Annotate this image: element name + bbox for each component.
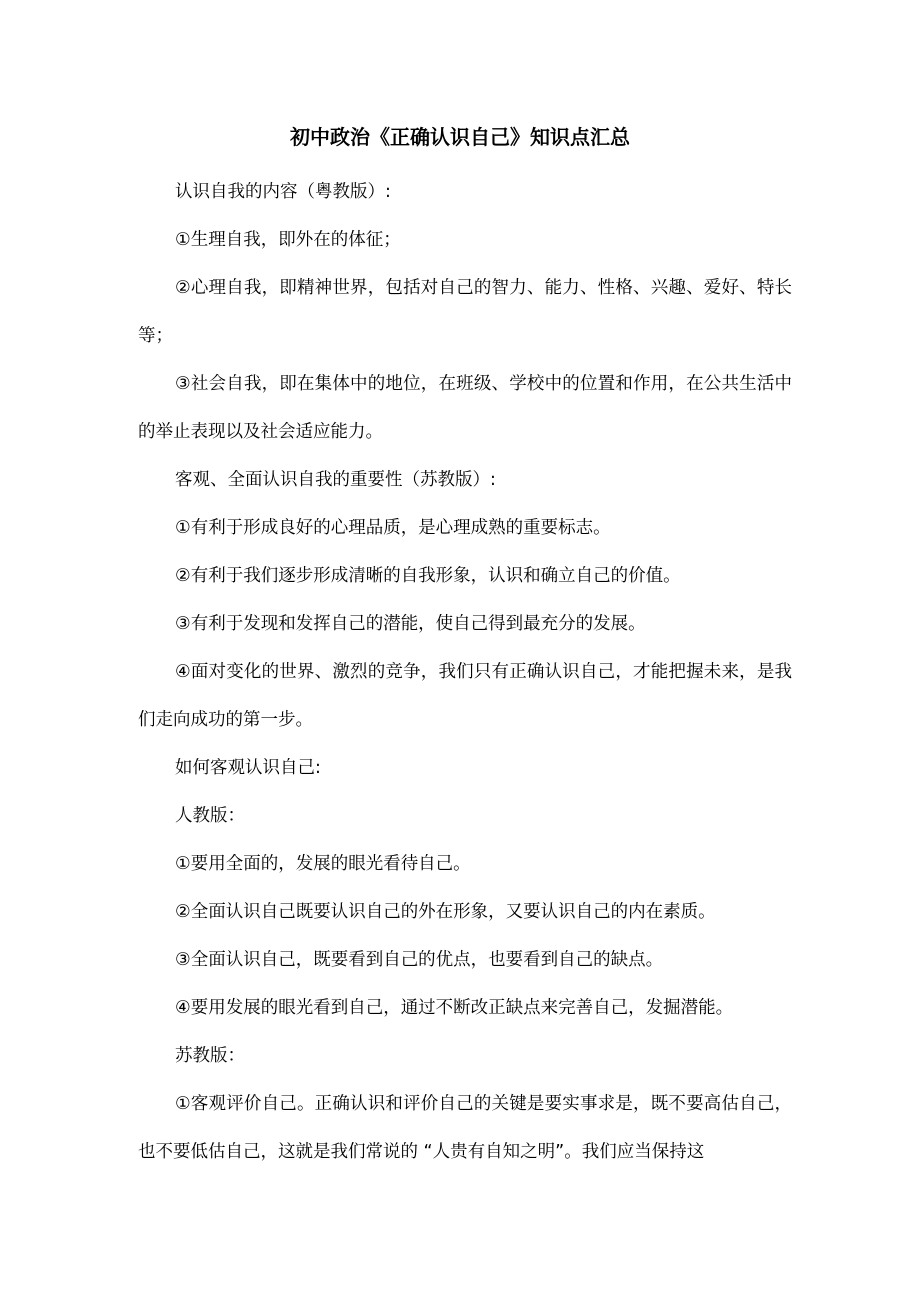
- paragraph: ①有利于形成良好的心理品质，是心理成熟的重要标志。: [175, 518, 611, 538]
- paragraph: ③全面认识自己，既要看到自己的优点，也要看到自己的缺点。: [175, 950, 664, 970]
- paragraph: 苏教版：: [175, 1046, 245, 1066]
- document-title: 初中政治《正确认识自己》知识点汇总: [290, 125, 630, 149]
- paragraph: ①要用全面的，发展的眼光看待自己。: [175, 854, 471, 874]
- document-body: [138, 168, 792, 1176]
- paragraph: ④面对变化的世界、激烈的竞争，我们只有正确认识自己，才能把握未来，是我们走向成功的第一步。: [138, 662, 792, 730]
- paragraph: 人教版：: [175, 806, 245, 826]
- paragraph: 认识自我的内容（粤教版）:: [175, 182, 391, 202]
- paragraph: 客观、全面认识自我的重要性（苏教版）:: [175, 470, 496, 490]
- paragraph: ③有利于发现和发挥自己的潜能，使自己得到最充分的发展。: [175, 614, 646, 634]
- paragraph: ③社会自我，即在集体中的地位，在班级、学校中的位置和作用，在公共生活中的举止表现以及社会适应能力。: [138, 374, 792, 442]
- paragraph: 如何客观认识自己:: [175, 758, 321, 778]
- paragraph: ②有利于我们逐步形成清晰的自我形象，认识和确立自己的价值。: [175, 566, 681, 586]
- paragraph: ①客观评价自己。正确认识和评价自己的关键是要实事求是，既不要高估自己，也不要低估自己，这就是我们常说的 “人贵有自知之明”。我们应当保持这: [138, 1094, 792, 1162]
- paragraph: ④要用发展的眼光看到自己，通过不断改正缺点来完善自己，发掘潜能。: [175, 998, 734, 1018]
- paragraph: ②心理自我，即精神世界，包括对自己的智力、能力、性格、兴趣、爱好、特长等；: [138, 278, 792, 346]
- paragraph: ①生理自我，即外在的体征；: [175, 230, 401, 250]
- paragraph: ②全面认识自己既要认识自己的外在形象，又要认识自己的内在素质。: [175, 902, 716, 922]
